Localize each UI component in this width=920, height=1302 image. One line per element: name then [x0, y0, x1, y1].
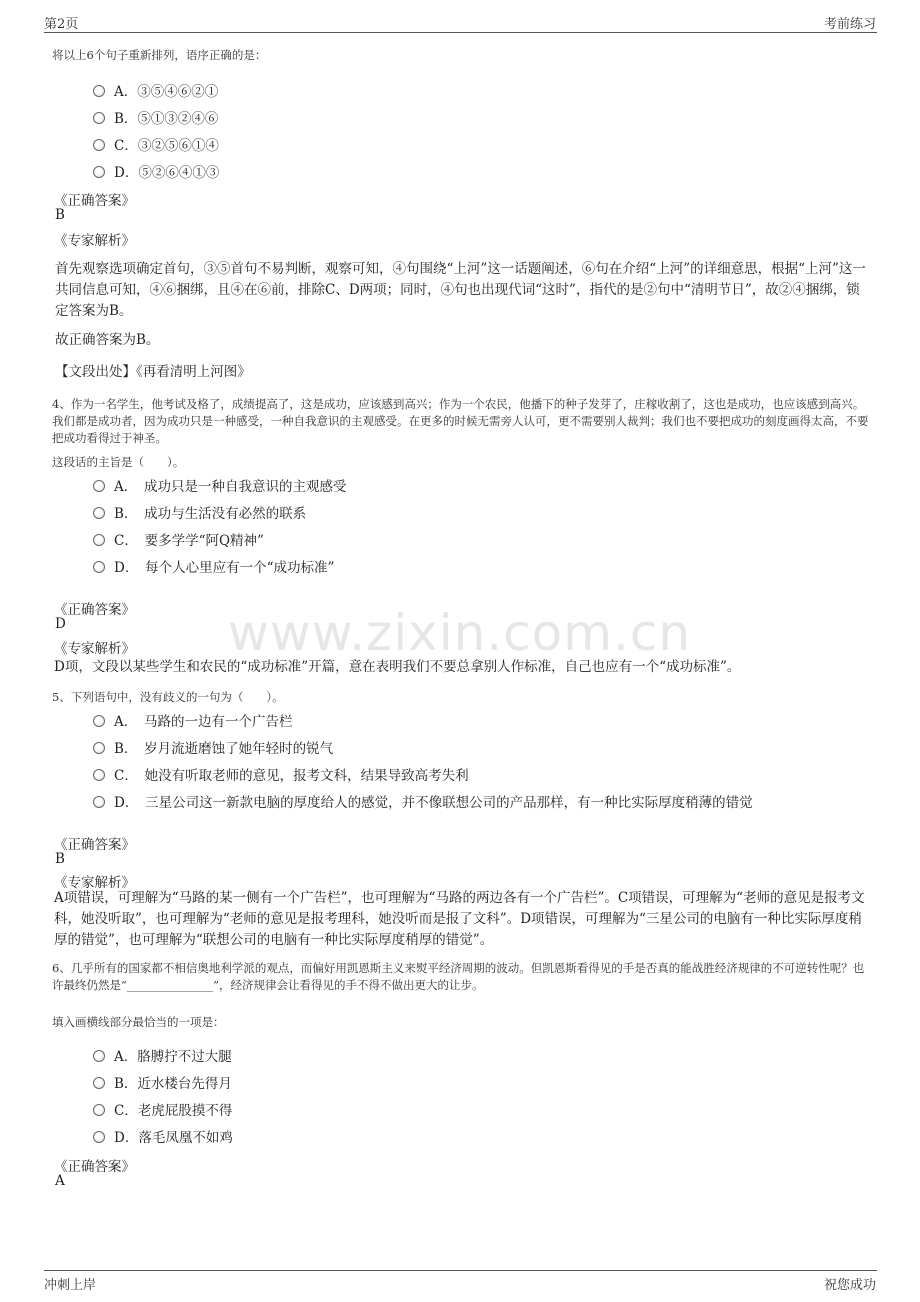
- q3-source: 【文段出处】《再看清明上河图》: [55, 364, 251, 380]
- q5-option-a[interactable]: A． 马路的一边有一个广告栏: [93, 710, 293, 730]
- q3-answer-label: 《正确答案》: [54, 193, 135, 209]
- radio-button-icon[interactable]: [93, 507, 105, 519]
- radio-button-icon[interactable]: [93, 1077, 105, 1089]
- page-number: 第2页: [44, 17, 79, 32]
- q4-answer: D: [55, 616, 66, 632]
- radio-button-icon[interactable]: [93, 112, 105, 124]
- q3-option-c[interactable]: C．③②⑤⑥①④: [93, 134, 219, 154]
- radio-button-icon[interactable]: [93, 480, 105, 492]
- q3-stem: 将以上6个句子重新排列，语序正确的是：: [52, 48, 267, 62]
- footer-rule: [44, 1270, 877, 1271]
- q5-option-c[interactable]: C． 她没有听取老师的意见，报考文科，结果导致高考失利: [93, 764, 469, 784]
- q6-option-d[interactable]: D．落毛凤凰不如鸡: [93, 1126, 233, 1146]
- header-rule: [44, 32, 877, 33]
- radio-button-icon[interactable]: [93, 166, 105, 178]
- radio-button-icon[interactable]: [93, 715, 105, 727]
- q5-analysis: A项错误，可理解为“马路的某一侧有一个广告栏”，也可理解为“马路的两边各有一个广告栏”。C项错误，可理解为“老师的意见是报考文科，她没听取”，也可理解为“老师的意见是报考理科，她没听而是报了文科”。D项错误，可理解为“三星公司的电脑有一种比实际厚度稍厚的错觉”，也可理解为“联想公司的电脑有一种比实际厚度稍厚的错觉”。: [54, 890, 865, 948]
- radio-button-icon[interactable]: [93, 742, 105, 754]
- q6-stem: 6、几乎所有的国家都不相信奥地利学派的观点，而偏好用凯恩斯主义来熨平经济周期的波动。但凯恩斯看得见的手是否真的能战胜经济规律的不可逆转性呢？也许最终仍然是“_______________”，经济规律会让看得见的手不得不做出更大的让步。: [52, 961, 865, 992]
- q6-answer-label: 《正确答案》: [54, 1159, 135, 1175]
- watermark: www.zixin.com.cn: [228, 604, 692, 662]
- q3-conclusion: 故正确答案为B。: [55, 332, 160, 348]
- q6-option-c[interactable]: C．老虎屁股摸不得: [93, 1099, 232, 1119]
- q4-answer-label: 《正确答案》: [54, 602, 135, 618]
- radio-button-icon[interactable]: [93, 139, 105, 151]
- radio-button-icon[interactable]: [93, 561, 105, 573]
- q5-answer: B: [55, 851, 65, 867]
- q4-question: 这段话的主旨是（ ）。: [52, 455, 185, 469]
- q3-option-d[interactable]: D．⑤②⑥④①③: [93, 161, 219, 181]
- q4-analysis-label: 《专家解析》: [54, 641, 135, 657]
- radio-button-icon[interactable]: [93, 1050, 105, 1062]
- q3-option-a[interactable]: A．③⑤④⑥②①: [93, 80, 218, 100]
- q3-answer: B: [55, 207, 65, 223]
- q5-option-d[interactable]: D． 三星公司这一新款电脑的厚度给人的感觉，并不像联想公司的产品那样，有一种比实际厚度稍薄的错觉: [93, 791, 753, 811]
- q4-option-d[interactable]: D． 每个人心里应有一个“成功标准”: [93, 556, 334, 576]
- q4-stem: 4、作为一名学生，他考试及格了，成绩提高了，这是成功，应该感到高兴；作为一个农民，他播下的种子发芽了，庄稼收割了，这也是成功，也应该感到高兴。我们都是成功者，因为成功只是一种感受，一种自我意识的主观感受。在更多的时候无需旁人认可，更不需要别人裁判；我们也不要把成功的刻度画得太高，不要把成功看得过于神圣。: [52, 397, 869, 445]
- radio-button-icon[interactable]: [93, 769, 105, 781]
- footer-left: 冲刺上岸: [44, 1278, 97, 1293]
- radio-button-icon[interactable]: [93, 796, 105, 808]
- q6-question: 填入画横线部分最恰当的一项是：: [52, 1015, 225, 1029]
- q6-option-a[interactable]: A．胳膊拧不过大腿: [93, 1045, 232, 1065]
- footer-right: 祝您成功: [823, 1278, 876, 1293]
- q6-answer: A: [55, 1173, 65, 1189]
- q4-analysis: D项，文段以某些学生和农民的“成功标准”开篇，意在表明我们不要总拿别人作标准，自己也应有一个“成功标准”。: [54, 659, 741, 675]
- q4-option-b[interactable]: B． 成功与生活没有必然的联系: [93, 502, 306, 522]
- header-title: 考前练习: [823, 17, 876, 32]
- q5-analysis-label: 《专家解析》: [54, 875, 135, 891]
- radio-button-icon[interactable]: [93, 1104, 105, 1116]
- q4-option-c[interactable]: C． 要多学学“阿Q精神”: [93, 529, 264, 549]
- q3-option-b[interactable]: B．⑤①③②④⑥: [93, 107, 218, 127]
- radio-button-icon[interactable]: [93, 534, 105, 546]
- q5-option-b[interactable]: B． 岁月流逝磨蚀了她年轻时的锐气: [93, 737, 333, 757]
- q3-analysis: 首先观察选项确定首句，③⑤首句不易判断，观察可知，④句围绕“上河”这一话题阐述，⑥句在介绍“上河”的详细意思，根据“上河”这一共同信息可知，④⑥捆绑，且④在⑥前，排除C、D两项；同时，④句也出现代词“这时”，指代的是②句中“清明节日”，故②④捆绑，锁定答案为B。: [55, 261, 866, 319]
- q4-option-a[interactable]: A． 成功只是一种自我意识的主观感受: [93, 475, 347, 495]
- q6-option-b[interactable]: B．近水楼台先得月: [93, 1072, 232, 1092]
- radio-button-icon[interactable]: [93, 1131, 105, 1143]
- radio-button-icon[interactable]: [93, 85, 105, 97]
- q5-answer-label: 《正确答案》: [54, 837, 135, 853]
- q5-stem: 5、下列语句中，没有歧义的一句为（ ）。: [52, 690, 284, 704]
- q3-analysis-label: 《专家解析》: [54, 233, 135, 249]
